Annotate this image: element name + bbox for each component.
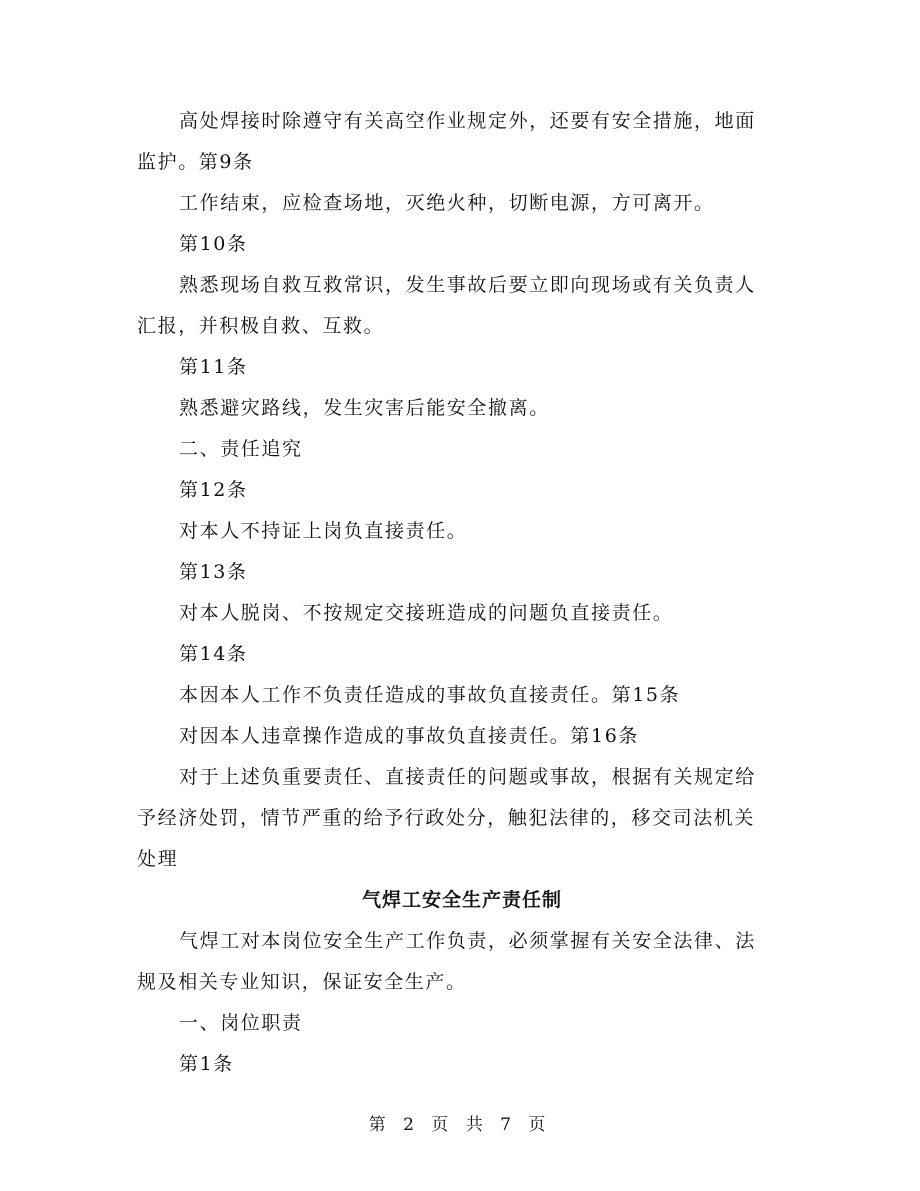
paragraph-line: 处理 — [137, 848, 179, 870]
paragraph-line: 监护。第9条 — [137, 151, 254, 173]
paragraph-line: 予经济处罚，情节严重的给予行政处分，触犯法律的，移交司法机关 — [137, 807, 756, 829]
paragraph-line: 规及相关专业知识，保证安全生产。 — [137, 971, 467, 993]
paragraph-line: 工作结束，应检查场地，灭绝火种，切断电源，方可离开。 — [179, 192, 715, 214]
article-number: 第11条 — [179, 356, 248, 378]
paragraph-line: 汇报，并积极自救、互救。 — [137, 315, 385, 337]
article-number: 第14条 — [179, 643, 248, 665]
paragraph-line: 气焊工对本岗位安全生产工作负责，必须掌握有关安全法律、法 — [179, 930, 756, 952]
document-body — [137, 101, 787, 1085]
article-number: 第10条 — [179, 233, 248, 255]
article-number: 第13条 — [179, 561, 248, 583]
article-number: 第12条 — [179, 479, 248, 501]
paragraph-line: 本因本人工作不负责任造成的事故负直接责任。第15条 — [179, 684, 681, 706]
paragraph-line: 对本人不持证上岗负直接责任。 — [179, 520, 468, 542]
paragraph-line: 高处焊接时除遵守有关高空作业规定外，还要有安全措施，地面 — [179, 110, 756, 132]
paragraph-line: 熟悉避灾路线，发生灾害后能安全撤离。 — [179, 397, 550, 419]
paragraph-line: 对本人脱岗、不按规定交接班造成的问题负直接责任。 — [179, 602, 674, 624]
paragraph-line: 熟悉现场自救互救常识，发生事故后要立即向现场或有关负责人 — [179, 274, 756, 296]
paragraph-line: 对于上述负重要责任、直接责任的问题或事故，根据有关规定给 — [179, 766, 756, 788]
page-number-footer: 第 2 页 共 7 页 — [368, 1115, 552, 1135]
section-heading: 一、岗位职责 — [179, 1012, 303, 1034]
section-title: 气焊工安全生产责任制 — [361, 889, 562, 911]
section-heading: 二、责任追究 — [179, 438, 303, 460]
paragraph-line: 对因本人违章操作造成的事故负直接责任。第16条 — [179, 725, 639, 747]
article-number: 第1条 — [179, 1053, 234, 1075]
